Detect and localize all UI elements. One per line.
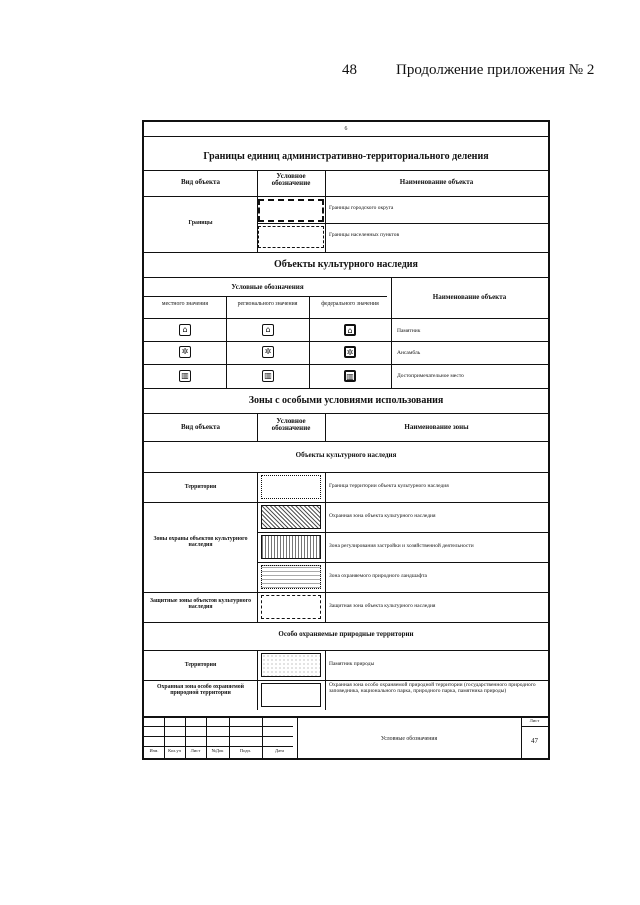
landmark-icon: ▥ <box>179 370 191 382</box>
tb-col-date: Дата <box>275 748 284 753</box>
settlement-boundary-symbol <box>258 226 324 248</box>
boundary-row-1: Границы городского округа <box>329 205 394 211</box>
monument-icon: ⌂ <box>179 324 191 336</box>
section-heritage-title: Объекты культурного наследия <box>274 259 418 270</box>
nature-buffer-row: Охранная зона особо охраняемой природной территории (государственного природного заповедника, национального парка, природного парка, памятника природы) <box>329 682 536 694</box>
zones-col-object-header: Вид объекта <box>180 423 221 431</box>
boundaries-group-label: Границы <box>188 220 213 226</box>
territory-row: Граница территории объекта культурного наследия <box>329 483 449 489</box>
page-number: 48 <box>342 62 357 78</box>
protective-zones-label: Защитные зоны объектов культурного наследия <box>149 598 252 611</box>
protection-zone-symbol <box>261 505 321 529</box>
page-header <box>0 62 640 86</box>
protection-row-1: Охранная зона объекта культурного наследия <box>329 513 436 519</box>
protection-zones-label: Зоны охраны объектов культурного наследия <box>153 536 248 549</box>
appendix-continuation: Продолжение приложения № 2 <box>396 62 595 78</box>
section-zones-title: Зоны с особыми условиями использования <box>248 395 444 406</box>
protection-row-2: Зона регулирования застройки и хозяйственной деятельности <box>329 543 474 549</box>
nature-territories-label: Территории <box>184 662 217 668</box>
col-symbol-header: Условное обозначение <box>271 172 311 188</box>
heritage-row-2: Ансамбль <box>397 350 421 356</box>
zones-col-name-header: Наименование зоны <box>404 423 469 431</box>
sheet-number-top: 6 <box>344 126 348 132</box>
tb-col-list: Лист <box>190 748 201 753</box>
section-boundaries-title: Границы единиц административно-территориального деления <box>203 151 489 162</box>
legend-sheet-frame <box>142 120 550 760</box>
col-local-header: местного значения <box>161 301 209 307</box>
nature-monument-symbol <box>261 653 321 677</box>
col-symbols-header: Условные обозначения <box>231 283 304 291</box>
col-regional-header: регионального значения <box>237 301 298 307</box>
monument-icon: ⌂ <box>344 324 356 336</box>
tb-sheet-label: Лист <box>529 718 540 723</box>
tb-caption: Условные обозначения <box>380 736 438 742</box>
tb-sheet-value: 47 <box>531 737 538 745</box>
ensemble-icon: ✲ <box>344 346 356 358</box>
protective-zone-symbol <box>261 595 321 619</box>
regulation-zone-symbol <box>261 535 321 559</box>
monument-icon: ⌂ <box>262 324 274 336</box>
col-name-header: Наименование объекта <box>399 178 474 186</box>
tb-col-izm: Изм. <box>149 748 159 753</box>
heritage-territory-symbol <box>261 475 321 499</box>
heritage-row-3: Достопримечательное место <box>397 373 464 379</box>
tb-col-kol: Кол.уч <box>168 748 181 753</box>
nature-buffer-symbol <box>261 683 321 707</box>
city-boundary-symbol <box>258 199 324 222</box>
nature-territory-row: Памятник природы <box>329 661 375 667</box>
landmark-icon: ▥ <box>344 370 356 382</box>
protective-row: Защитная зона объекта культурного наследия <box>329 603 436 609</box>
tb-col-sign: Подп. <box>239 748 252 753</box>
landscape-zone-symbol <box>261 565 321 589</box>
tb-col-doc: №Док <box>211 748 224 753</box>
boundary-row-2: Границы населенных пунктов <box>329 232 400 238</box>
heritage-name-header: Наименование объекта <box>432 293 507 301</box>
ensemble-icon: ✲ <box>179 346 191 358</box>
heritage-row-1: Памятник <box>397 328 421 334</box>
col-federal-header: федерального значения <box>321 301 379 307</box>
territories-label: Территории <box>184 484 217 490</box>
zones-sub-nature: Особо охраняемые природные территории <box>278 630 414 638</box>
zones-sub-heritage: Объекты культурного наследия <box>295 451 397 459</box>
col-object-header: Вид объекта <box>180 178 221 186</box>
zones-col-symbol-header: Условное обозначение <box>271 417 311 433</box>
protection-row-3: Зона охраняемого природного ландшафта <box>329 573 428 579</box>
nature-buffer-label: Охранная зона особо охраняемой природной территории <box>156 684 245 697</box>
ensemble-icon: ✲ <box>262 346 274 358</box>
landmark-icon: ▥ <box>262 370 274 382</box>
